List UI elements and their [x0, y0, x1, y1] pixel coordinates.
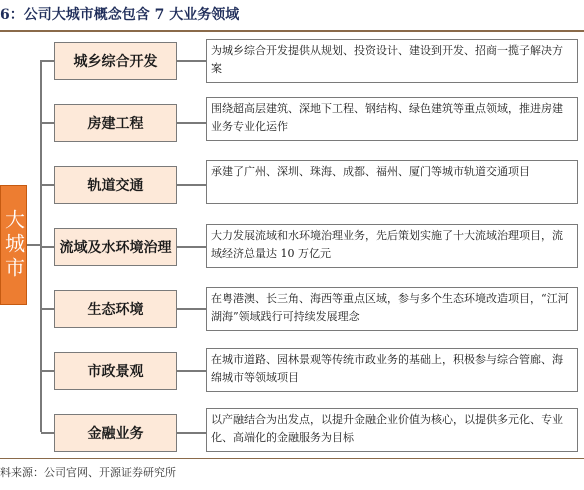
branch-line — [41, 246, 54, 248]
business-node: 市政景观 — [54, 352, 177, 390]
business-description: 在粤港澳、长三角、海西等重点区域，参与多个生态环境改造项目，“江河湖海”领域践行可持续发展理念 — [206, 287, 578, 331]
root-connector — [27, 244, 41, 246]
business-node: 轨道交通 — [54, 166, 177, 204]
business-description: 围绕超高层建筑、深地下工程、钢结构、绿色建筑等重点领域，推进房建业务专业化运作 — [206, 97, 578, 141]
branch-line — [41, 370, 54, 372]
business-description: 承建了广州、深圳、珠海、成都、福州、厦门等城市轨道交通项目 — [206, 160, 578, 204]
branch-line — [41, 122, 54, 124]
branch-line — [41, 308, 54, 310]
business-node: 房建工程 — [54, 104, 177, 142]
title-divider — [0, 30, 584, 32]
node-desc-connector — [177, 308, 206, 310]
footer-divider — [0, 458, 584, 459]
node-desc-connector — [177, 370, 206, 372]
business-node: 流域及水环境治理 — [54, 228, 177, 266]
node-desc-connector — [177, 60, 206, 62]
source-note: 料来源：公司官网、开源证券研究所 — [0, 466, 176, 479]
branch-line — [41, 60, 54, 62]
business-description: 大力发展流域和水环境治理业务，先后策划实施了十大流域治理项目，流域经济总量达 10 万亿元 — [206, 224, 578, 268]
node-desc-connector — [177, 184, 206, 186]
root-node: 大城市 — [0, 185, 27, 305]
business-description: 以产融结合为出发点，以提升金融企业价值为核心，以提供多元化、专业化、高端化的金融服务为目标 — [206, 408, 578, 452]
figure-title: 6：公司大城市概念包含 7 大业务领域 — [0, 7, 240, 23]
branch-line — [41, 432, 54, 434]
branch-line — [41, 184, 54, 186]
business-description: 为城乡综合开发提供从规划、投资设计、建设到开发、招商一揽子解决方案 — [206, 39, 578, 83]
node-desc-connector — [177, 432, 206, 434]
node-desc-connector — [177, 246, 206, 248]
business-node: 金融业务 — [54, 414, 177, 452]
node-desc-connector — [177, 122, 206, 124]
business-node: 生态环境 — [54, 290, 177, 328]
business-node: 城乡综合开发 — [54, 42, 177, 80]
business-description: 在城市道路、园林景观等传统市政业务的基础上，积极参与综合管廊、海绵城市等领域项目 — [206, 348, 578, 392]
